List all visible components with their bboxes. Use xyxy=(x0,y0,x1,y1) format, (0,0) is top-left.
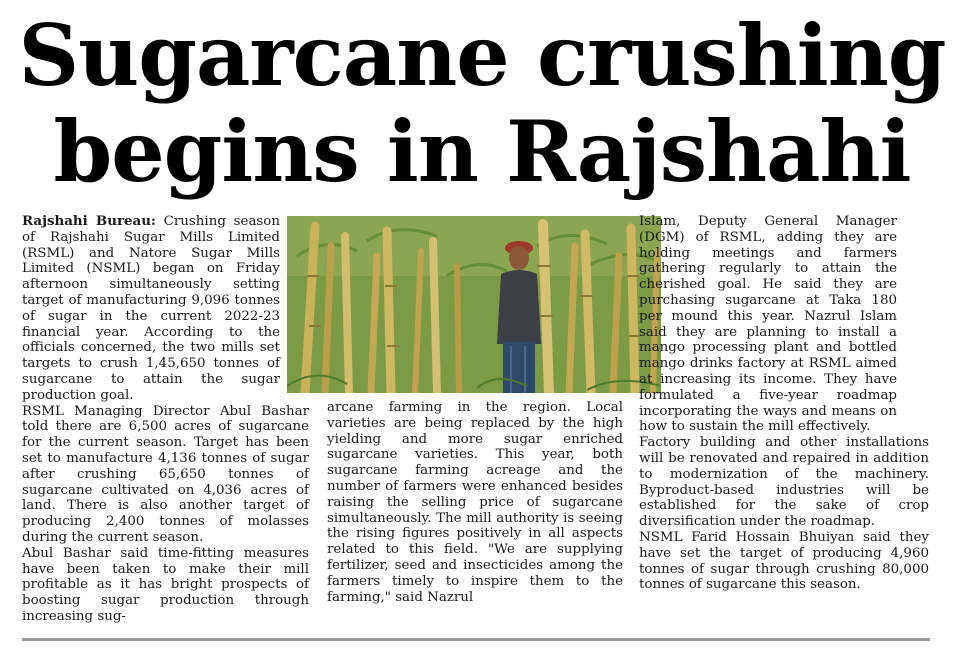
article-paragraph-3: Abul Bashar said time-fitting measures have been taken to make their mill profitable as it has bright prospects of boosting sugar production through increasing sug- xyxy=(22,545,309,624)
article-paragraph-7: NSML Farid Hossain Bhuiyan said they have set the target of producing 4,960 tonnes of sugar through crushing 80,000 tonnes of sugarcane this season. xyxy=(639,529,929,593)
paragraph-1-text: Crushing season of Rajshahi Sugar Mills Limited (RSML) and Natore Sugar Mills Limited (NSML) began on Friday afternoon simultaneously setting target of manufacturing 9,096 tonnes of sugar in the current 2022-23 financial year. According to the officials concerned, the two mills set targets to crush 1,45,650 tonnes of sugarcane to attain the sugar production goal. xyxy=(22,214,280,403)
headline-line-2: begins in Rajshahi xyxy=(53,102,911,201)
article-column-2 xyxy=(327,400,623,605)
bottom-divider xyxy=(22,638,930,641)
article-paragraph-5: Islam, Deputy General Manager (DGM) of RSML, adding they are holding meetings and farmers gathering regularly to attain the cherished goal. He said they are purchasing sugarcane at Taka 180 per mound this year. Nazrul Islam said they are planning to install a mango processing plant and bottled mango drinks factory at RSML aimed at increasing its income. They have formulated a five-year roadmap incorporating the ways and means on how to sustain the mill effectively. xyxy=(639,214,897,435)
article-paragraph-1 xyxy=(22,214,280,404)
headline xyxy=(0,8,964,200)
byline: Rajshahi Bureau: xyxy=(22,213,156,229)
article-paragraph-2: RSML Managing Director Abul Bashar told there are 6,500 acres of sugarcane for the current season. Target has been set to manufacture 4,136 tonnes of sugar after crushing 65,650 tonnes of sugarcane cultivated on 4,036 acres of land. There is also another target of producing 2,400 tonnes of molasses during the current season. xyxy=(22,403,309,545)
article-paragraph-6: Factory building and other installations will be renovated and repaired in addition to modernization of the machinery. Byproduct-based industries will be established for the sake of crop diversification under the roadmap. xyxy=(639,435,929,530)
article-column-1 xyxy=(22,214,309,625)
article-column-3 xyxy=(639,214,929,593)
article-paragraph-4: arcane farming in the region. Local varieties are being replaced by the high yielding and more sugar enriched sugarcane varieties. This year, both sugarcane farming acreage and the number of farmers were enhanced besides raising the selling price of sugarcane simultaneously. The mill authority is seeing the rising figures positively in all aspects related to this field. "We are supplying fertilizer, seed and insecticides among the farmers timely to inspire them to the farming," said Nazrul xyxy=(327,400,623,605)
sugarcane-field-photo xyxy=(287,216,661,393)
headline-line-1: Sugarcane crushing xyxy=(18,6,946,105)
